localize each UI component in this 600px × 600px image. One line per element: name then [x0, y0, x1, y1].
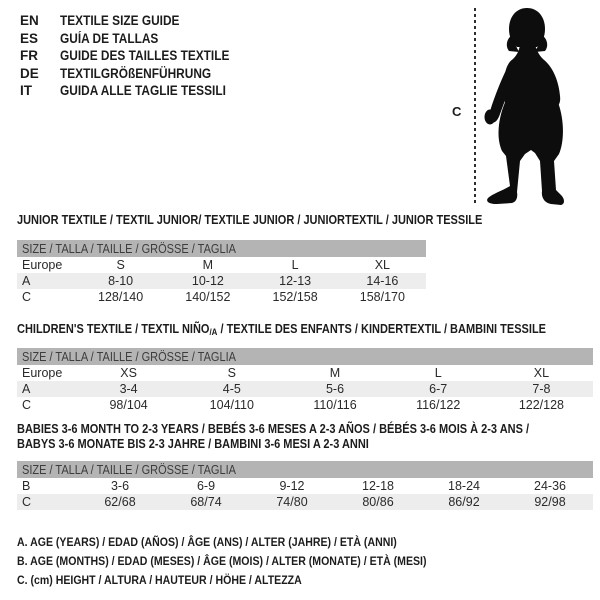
- age-cell: 3-4: [119, 382, 138, 396]
- table-row-europe: [17, 257, 426, 273]
- height-cell: 122/128: [518, 398, 564, 412]
- table-row-age-months: [17, 478, 593, 494]
- language-row: [20, 30, 253, 48]
- height-cell: 92/98: [534, 495, 566, 509]
- table-row-age-years: [17, 381, 593, 397]
- table-row-height-cm: [17, 397, 593, 413]
- row-label: Europe: [22, 366, 63, 380]
- guide-title: TEXTILGRÖßENFÜHRUNG: [60, 65, 212, 81]
- toddler-silhouette-icon: [483, 4, 583, 214]
- language-row: [20, 12, 253, 30]
- row-label: C: [22, 290, 32, 304]
- table-row-europe: [17, 365, 593, 381]
- size-cell: XS: [120, 366, 137, 380]
- age-cell: 6-9: [196, 479, 216, 493]
- age-cell: 18-24: [448, 479, 480, 493]
- measure-c-label: C: [452, 104, 462, 119]
- children-table-title: CHILDREN'S TEXTILE / TEXTIL NIÑO/A / TEXTILE DES ENFANTS / KINDERTEXTIL / BAMBINI TESSILE: [17, 322, 547, 337]
- guide-title: TEXTILE SIZE GUIDE: [60, 13, 180, 29]
- language-row: [20, 47, 253, 65]
- size-header-band: SIZE / TALLA / TAILLE / GRÖSSE / TAGLIA: [17, 461, 593, 478]
- size-cell: S: [227, 366, 236, 380]
- size-header-band: SIZE / TALLA / TAILLE / GRÖSSE / TAGLIA: [17, 240, 426, 257]
- legend-line-a: A. AGE (YEARS) / EDAD (AÑOS) / ÂGE (ANS) / ALTER (JAHRE) / ETÀ (ANNI): [17, 535, 397, 549]
- babies-size-table: [17, 461, 593, 510]
- height-cell: 128/140: [98, 290, 144, 304]
- age-cell: 7-8: [532, 382, 551, 396]
- height-cell: 158/170: [359, 290, 405, 304]
- size-cell: S: [116, 258, 125, 272]
- language-title-list: [20, 12, 253, 100]
- height-cell: 104/110: [209, 398, 254, 412]
- language-code: EN: [20, 13, 39, 29]
- size-cell: XL: [374, 258, 391, 272]
- age-cell: 10-12: [191, 274, 224, 288]
- height-cell: 116/122: [416, 398, 461, 412]
- size-cell: L: [434, 366, 442, 380]
- children-size-table: [17, 348, 593, 413]
- row-label: A: [22, 274, 31, 288]
- row-label: Europe: [22, 258, 63, 272]
- age-cell: 6-7: [429, 382, 448, 396]
- age-cell: 9-12: [279, 479, 305, 493]
- size-header-band: SIZE / TALLA / TAILLE / GRÖSSE / TAGLIA: [17, 348, 593, 365]
- language-code: ES: [20, 30, 39, 46]
- height-measure-line: [474, 8, 476, 205]
- legend-line-b: B. AGE (MONTHS) / EDAD (MESES) / ÂGE (MOIS) / ALTER (MONATE) / ETÀ (MESI): [17, 554, 427, 568]
- height-cell: 74/80: [276, 495, 308, 509]
- age-cell: 5-6: [325, 382, 345, 396]
- legend: [17, 533, 482, 590]
- language-row: [20, 65, 253, 83]
- legend-line-c: C. (cm) HEIGHT / ALTURA / HAUTEUR / HÖHE / ALTEZZA: [17, 573, 302, 587]
- guide-title: GUIDA ALLE TAGLIE TESSILI: [60, 83, 226, 99]
- babies-table-title: BABIES 3-6 MONTH TO 2-3 YEARS / BEBÉS 3-6 MESES A 2-3 AÑOS / BÉBÉS 3-6 MOIS À 2-3 ANS / BABYS 3-6 MONATE BIS 2-3 JAHRE / BAMBINI 3-6 MESI A 2-3 ANNI: [17, 422, 530, 451]
- nino-a-subscript: /A: [209, 327, 218, 337]
- size-cell: M: [202, 258, 214, 272]
- age-cell: 3-6: [110, 479, 130, 493]
- height-cell: 152/158: [272, 290, 318, 304]
- language-code: FR: [20, 48, 38, 64]
- age-cell: 14-16: [366, 274, 399, 288]
- table-row-height-cm: [17, 494, 593, 510]
- size-cell: XL: [533, 366, 550, 380]
- size-cell: L: [291, 258, 299, 272]
- height-cell: 98/104: [109, 398, 148, 412]
- row-label: C: [22, 495, 32, 509]
- junior-table-title: JUNIOR TEXTILE / TEXTIL JUNIOR/ TEXTILE JUNIOR / JUNIORTEXTIL / JUNIOR TESSILE: [17, 213, 483, 227]
- height-cell: 86/92: [448, 495, 480, 509]
- junior-size-table: [17, 240, 426, 305]
- language-code: IT: [20, 83, 32, 99]
- table-row-age-years: [17, 273, 426, 289]
- row-label: C: [22, 398, 32, 412]
- age-cell: 12-13: [279, 274, 312, 288]
- height-cell: 80/86: [362, 495, 394, 509]
- height-cell: 62/68: [104, 495, 136, 509]
- age-cell: 8-10: [108, 274, 134, 288]
- height-cell: 110/116: [313, 398, 357, 412]
- guide-title: GUIDE DES TAILLES TEXTILE: [60, 48, 230, 64]
- row-label: B: [22, 479, 31, 493]
- row-label: A: [22, 382, 31, 396]
- height-cell: 68/74: [190, 495, 222, 509]
- age-cell: 24-36: [534, 479, 566, 493]
- age-cell: 12-18: [362, 479, 394, 493]
- height-cell: 140/152: [185, 290, 231, 304]
- language-row: [20, 82, 253, 100]
- age-cell: 4-5: [222, 382, 241, 396]
- table-row-height-cm: [17, 289, 426, 305]
- size-cell: M: [329, 366, 341, 380]
- guide-title: GUÍA DE TALLAS: [60, 30, 159, 46]
- language-code: DE: [20, 65, 39, 81]
